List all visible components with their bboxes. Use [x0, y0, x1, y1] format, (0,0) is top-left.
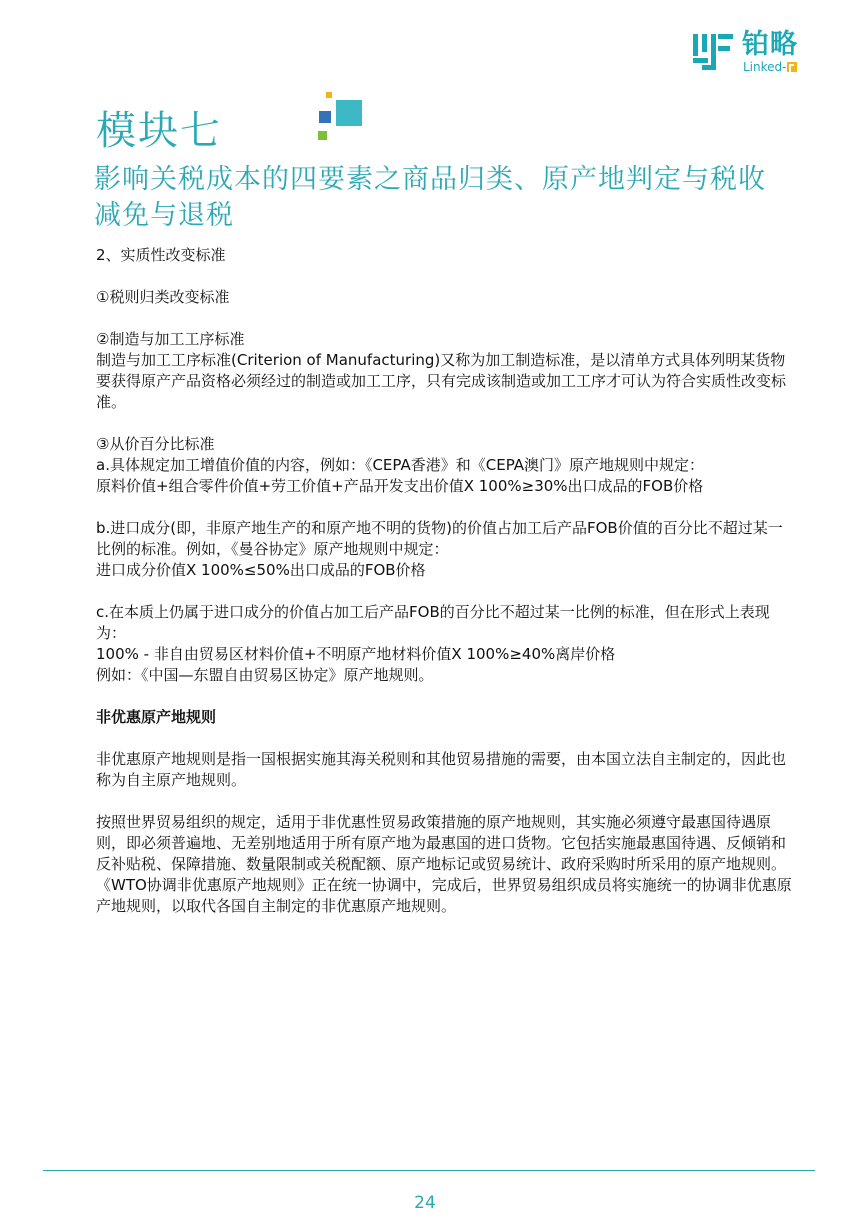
decor-square-yellow [326, 92, 332, 98]
section-heading: 2、实质性改变标准 [96, 246, 226, 264]
formula-line: 原料价值+组合零件价值+劳工价值+产品开发支出价值X 100%≥30%出口成品的FOB价格 [96, 477, 704, 495]
brand-name-en: Linked- [743, 60, 787, 74]
non-preferential-heading: 非优惠原产地规则 [96, 708, 217, 726]
item-paragraph: c.在本质上仍属于进口成分的价值占加工后产品FOB的百分比不超过某一比例的标准，但在形式上表现为： [96, 603, 770, 642]
item-heading: ②制造与加工工序标准 [96, 330, 245, 348]
module-title: 模块七 [96, 108, 222, 154]
item-paragraph: 例如：《中国—东盟自由贸易区协定》原产地规则。 [96, 666, 434, 684]
formula-line: 进口成分价值X 100%≤50%出口成品的FOB价格 [96, 561, 426, 579]
item-heading: ③从价百分比标准 [96, 435, 215, 453]
brand-f-box-icon [787, 62, 797, 72]
page-number: 24 [414, 1193, 436, 1213]
item-paragraph: 制造与加工工序标准(Criterion of Manufacturing)又称为加工制造标准，是以清单方式具体列明某货物要获得原产产品资格必须经过的制造或加工工序，只有完成该制造或加工工序才可认为符合实质性改变标准。 [96, 351, 787, 411]
item-paragraph: b.进口成分(即，非原产地生产的和原产地不明的货物)的价值占加工后产品FOB价值的百分比不超过某一比例的标准。例如，《曼谷协定》原产地规则中规定： [96, 519, 783, 558]
module-subtitle: 影响关税成本的四要素之商品归类、原产地判定与税收减免与退税 [94, 164, 766, 231]
brand-logo [692, 30, 817, 76]
footer-divider [43, 1170, 815, 1171]
decor-square-blue [319, 111, 331, 123]
decor-square-green [318, 131, 327, 140]
decor-square-teal [336, 100, 362, 126]
body-paragraph: 按照世界贸易组织的规定，适用于非优惠性贸易政策措施的原产地规则，其实施必须遵守最惠国待遇原则，即必须普遍地、无差别地适用于所有原产地为最惠国的进口货物。它包括实施最惠国待遇、反倾销和反补贴税、保障措施、数量限制或关税配额、原产地标记或贸易统计、政府采购时所采用的原产地规则。《WTO协调非优惠原产地规则》正在统一协调中，完成后，世界贸易组织成员将实施统一的协调非优惠原产地规则，以取代各国自主制定的非优惠原产地规则。 [96, 813, 792, 915]
formula-line: 100% - 非自由贸易区材料价值+不明原产地材料价值X 100%≥40%离岸价格 [96, 645, 616, 663]
document-body [96, 245, 796, 917]
item-heading: ①税则归类改变标准 [96, 288, 230, 306]
item-paragraph: a.具体规定加工增值价值的内容，例如：《CEPA香港》和《CEPA澳门》原产地规则中规定： [96, 456, 705, 474]
body-paragraph: 非优惠原产地规则是指一国根据实施其海关税则和其他贸易措施的需要，由本国立法自主制定的，因此也称为自主原产地规则。 [96, 750, 787, 789]
linked-f-logo-icon [692, 32, 736, 72]
brand-name-cn: 铂略 [742, 29, 798, 60]
brand-name-en-wrapper [743, 60, 797, 74]
